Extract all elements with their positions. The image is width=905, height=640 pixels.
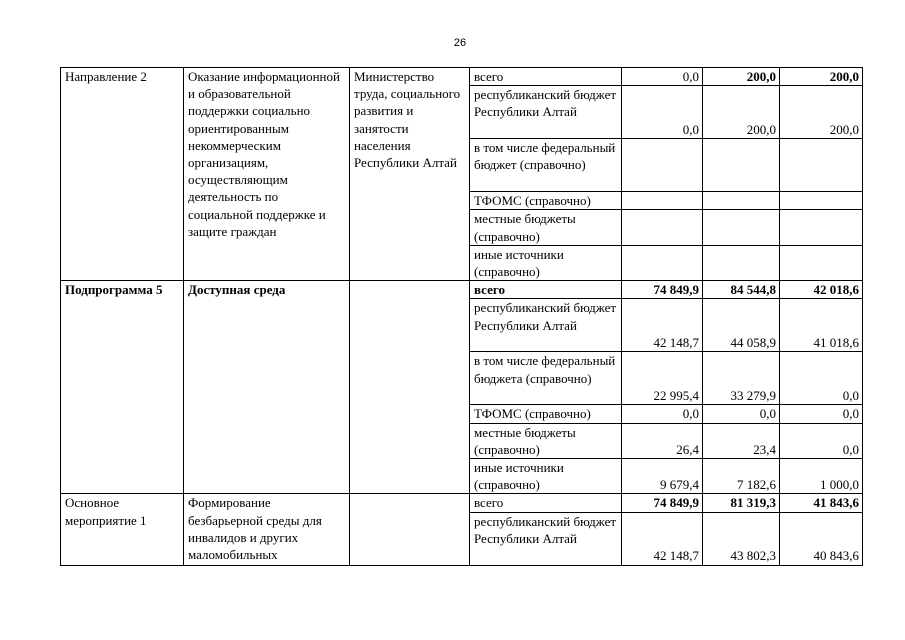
amount-cell-year-2 xyxy=(703,192,780,210)
section-code-cell: Направление 2 xyxy=(61,68,184,281)
amount-cell-year-2: 84 544,8 xyxy=(703,281,780,299)
amount-cell-year-1: 74 849,9 xyxy=(622,494,703,512)
amount-cell-year-3: 41 843,6 xyxy=(780,494,863,512)
amount-cell-year-3: 1 000,0 xyxy=(780,459,863,494)
amount-cell-year-2: 200,0 xyxy=(703,68,780,86)
section-executor-cell: Министерство труда, социального развития и занятости населения Республики Алтай xyxy=(350,68,470,281)
funding-source-cell: всего xyxy=(470,494,622,512)
amount-cell-year-1: 22 995,4 xyxy=(622,352,703,405)
page-number: 26 xyxy=(453,37,467,49)
table-row xyxy=(61,494,863,512)
amount-cell-year-2 xyxy=(703,210,780,245)
amount-cell-year-3: 0,0 xyxy=(780,423,863,458)
amount-cell-year-1: 0,0 xyxy=(622,405,703,423)
amount-cell-year-1 xyxy=(622,192,703,210)
amount-cell-year-2: 200,0 xyxy=(703,86,780,139)
amount-cell-year-2: 0,0 xyxy=(703,405,780,423)
funding-source-cell: иные источники (справочно) xyxy=(470,245,622,280)
funding-source-cell: в том числе федеральный бюджета (справочно) xyxy=(470,352,622,405)
amount-cell-year-2: 81 319,3 xyxy=(703,494,780,512)
funding-source-cell: республиканский бюджет Республики Алтай xyxy=(470,299,622,352)
table-body xyxy=(61,68,863,566)
amount-cell-year-3 xyxy=(780,139,863,192)
section-code-cell: Подпрограмма 5 xyxy=(61,281,184,494)
amount-cell-year-1: 9 679,4 xyxy=(622,459,703,494)
section-code-cell: Основное мероприятие 1 xyxy=(61,494,184,565)
funding-source-cell: ТФОМС (справочно) xyxy=(470,405,622,423)
table-row xyxy=(61,281,863,299)
section-executor-cell xyxy=(350,494,470,565)
amount-cell-year-1 xyxy=(622,245,703,280)
funding-source-cell: всего xyxy=(470,281,622,299)
amount-cell-year-2 xyxy=(703,245,780,280)
amount-cell-year-2 xyxy=(703,139,780,192)
amount-cell-year-1: 0,0 xyxy=(622,68,703,86)
funding-source-cell: местные бюджеты (справочно) xyxy=(470,210,622,245)
amount-cell-year-2: 7 182,6 xyxy=(703,459,780,494)
amount-cell-year-1: 0,0 xyxy=(622,86,703,139)
funding-source-cell: всего xyxy=(470,68,622,86)
amount-cell-year-1: 42 148,7 xyxy=(622,512,703,565)
amount-cell-year-1: 74 849,9 xyxy=(622,281,703,299)
section-name-cell: Формирование безбарьерной среды для инвалидов и других маломобильных xyxy=(184,494,350,565)
funding-source-cell: местные бюджеты (справочно) xyxy=(470,423,622,458)
amount-cell-year-1 xyxy=(622,210,703,245)
amount-cell-year-2: 33 279,9 xyxy=(703,352,780,405)
amount-cell-year-3: 42 018,6 xyxy=(780,281,863,299)
amount-cell-year-3 xyxy=(780,245,863,280)
section-name-cell: Доступная среда xyxy=(184,281,350,494)
funding-source-cell: иные источники (справочно) xyxy=(470,459,622,494)
table-row xyxy=(61,68,863,86)
amount-cell-year-1: 42 148,7 xyxy=(622,299,703,352)
funding-source-cell: ТФОМС (справочно) xyxy=(470,192,622,210)
section-executor-cell xyxy=(350,281,470,494)
amount-cell-year-3: 40 843,6 xyxy=(780,512,863,565)
funding-source-cell: в том числе федеральный бюджет (справочно) xyxy=(470,139,622,192)
amount-cell-year-2: 23,4 xyxy=(703,423,780,458)
amount-cell-year-3: 0,0 xyxy=(780,405,863,423)
amount-cell-year-3: 41 018,6 xyxy=(780,299,863,352)
amount-cell-year-3 xyxy=(780,210,863,245)
amount-cell-year-2: 44 058,9 xyxy=(703,299,780,352)
amount-cell-year-1: 26,4 xyxy=(622,423,703,458)
funding-source-cell: республиканский бюджет Республики Алтай xyxy=(470,512,622,565)
budget-table xyxy=(60,67,863,566)
amount-cell-year-3: 200,0 xyxy=(780,86,863,139)
funding-source-cell: республиканский бюджет Республики Алтай xyxy=(470,86,622,139)
amount-cell-year-3: 200,0 xyxy=(780,68,863,86)
amount-cell-year-3: 0,0 xyxy=(780,352,863,405)
amount-cell-year-1 xyxy=(622,139,703,192)
amount-cell-year-3 xyxy=(780,192,863,210)
amount-cell-year-2: 43 802,3 xyxy=(703,512,780,565)
section-name-cell: Оказание информационной и образовательной поддержки социально ориентированным некоммерческим организациям, осуществляющим деятельность по социальной поддержке и защите граждан xyxy=(184,68,350,281)
